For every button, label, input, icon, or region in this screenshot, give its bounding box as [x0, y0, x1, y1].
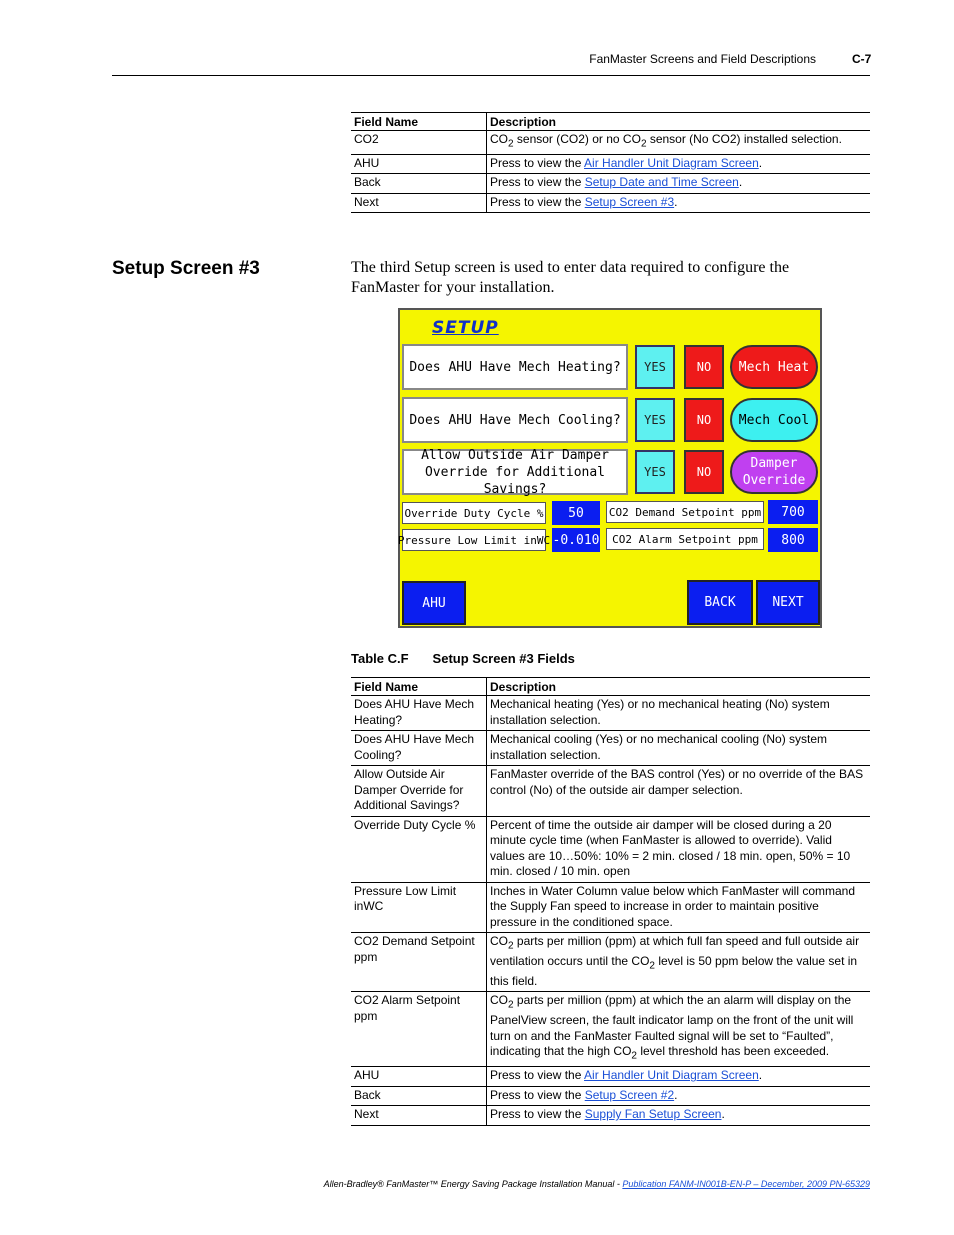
- mech-cooling-question: Does AHU Have Mech Cooling?: [402, 397, 628, 443]
- setup-panel-screenshot: [398, 308, 822, 628]
- field-name-cell: Next: [351, 1106, 487, 1126]
- column-header-description: Description: [487, 113, 871, 131]
- co2-alarm-setpoint-label: CO2 Alarm Setpoint ppm: [606, 528, 764, 550]
- field-name-cell: Next: [351, 193, 487, 213]
- damper-override-indicator: Damper Override: [730, 450, 818, 494]
- co2-demand-setpoint-value[interactable]: 700: [768, 500, 818, 524]
- header-divider: [112, 75, 870, 76]
- description-cell: $CO_2$ parts per million (ppm) at which full fan speed and full outside air ventilation occurs until the $CO_2$ level is 50 ppm below the value set in this field.: [487, 933, 871, 992]
- field-name-cell: CO2: [351, 131, 487, 155]
- field-name-cell: CO2 Alarm Setpoint ppm: [351, 992, 487, 1067]
- back-button[interactable]: BACK: [687, 580, 753, 625]
- field-name-cell: Pressure Low Limit inWC: [351, 882, 487, 933]
- table-row: [351, 131, 870, 155]
- column-header-description: Description: [487, 678, 871, 696]
- air-handler-link[interactable]: Air Handler Unit Diagram Screen: [584, 155, 759, 170]
- table-row: [351, 696, 870, 731]
- field-name-cell: Back: [351, 174, 487, 194]
- column-header-field-name: Field Name: [351, 678, 487, 696]
- section-heading: Setup Screen #3: [112, 258, 260, 279]
- table-row: [351, 1106, 870, 1126]
- table-row: [351, 154, 870, 174]
- table-caption: [351, 651, 575, 666]
- table-title: Setup Screen #3 Fields: [432, 651, 575, 666]
- mech-cooling-no-button[interactable]: NO: [684, 398, 724, 442]
- page-footer: [324, 1179, 870, 1189]
- mech-heat-indicator: Mech Heat: [730, 345, 818, 389]
- air-handler-link[interactable]: Air Handler Unit Diagram Screen: [584, 1068, 759, 1083]
- field-name-cell: AHU: [351, 1067, 487, 1087]
- column-header-field-name: Field Name: [351, 113, 487, 131]
- table-header-row: [351, 678, 870, 696]
- supply-fan-setup-link[interactable]: Supply Fan Setup Screen: [584, 1107, 722, 1122]
- publication-link[interactable]: Publication FANM-IN001B-EN-P – December, 2009 PN-65329: [622, 1179, 870, 1189]
- setup-screen-3-fields-table: [351, 677, 870, 1126]
- description-cell: Press to view the Setup Screen #2.: [487, 1086, 871, 1106]
- table-row: [351, 193, 870, 213]
- description-cell: Press to view the Air Handler Unit Diagram Screen.: [487, 154, 871, 174]
- mech-heating-no-button[interactable]: NO: [684, 345, 724, 389]
- field-name-cell: AHU: [351, 154, 487, 174]
- co2-alarm-setpoint-value[interactable]: 800: [768, 528, 818, 552]
- intro-paragraph: The third Setup screen is used to enter data required to configure the FanMaster for your installation.: [351, 259, 790, 296]
- setup-screen-3-link[interactable]: Setup Screen #3: [584, 194, 675, 209]
- table-row: [351, 992, 870, 1067]
- table-row: [351, 933, 870, 992]
- table-row: [351, 1086, 870, 1106]
- override-duty-cycle-value[interactable]: 50: [552, 501, 600, 525]
- next-button[interactable]: NEXT: [756, 580, 820, 625]
- field-name-cell: Does AHU Have Mech Heating?: [351, 696, 487, 731]
- mech-heating-yes-button[interactable]: YES: [635, 345, 675, 389]
- table-header-row: [351, 113, 870, 131]
- table-row: [351, 816, 870, 882]
- table-row: [351, 766, 870, 817]
- description-cell: Press to view the Setup Screen #3.: [487, 193, 871, 213]
- field-name-cell: Does AHU Have Mech Cooling?: [351, 731, 487, 766]
- footer-text: Allen-Bradley® FanMaster™ Energy Saving Package Installation Manual -: [323, 1179, 623, 1189]
- table-row: [351, 731, 870, 766]
- description-cell: Mechanical cooling (Yes) or no mechanical cooling (No) system installation selection.: [487, 731, 871, 766]
- table-row: [351, 1067, 870, 1087]
- description-cell: Press to view the Setup Date and Time Screen.: [487, 174, 871, 194]
- override-duty-cycle-label: Override Duty Cycle %: [402, 502, 546, 524]
- mech-heating-question: Does AHU Have Mech Heating?: [402, 344, 628, 390]
- description-cell: $CO_2$ parts per million (ppm) at which the an alarm will display on the PanelView screen, the fault indicator lamp on the front of the unit will turn on and the FanMaster Faulted signal will be set to “Faulted”, indicating that the high $CO_2$ level threshold has been exceeded.: [487, 992, 871, 1067]
- description-cell: Press to view the Air Handler Unit Diagram Screen.: [487, 1067, 871, 1087]
- field-name-cell: CO2 Demand Setpoint ppm: [351, 933, 487, 992]
- co2-demand-setpoint-label: CO2 Demand Setpoint ppm: [606, 501, 764, 523]
- description-cell: $CO_2$ sensor (CO2) or no $CO_2$ sensor (No CO2) installed selection.: [487, 131, 871, 155]
- table-row: [351, 882, 870, 933]
- field-name-cell: Allow Outside Air Damper Override for Additional Savings?: [351, 766, 487, 817]
- mech-cool-indicator: Mech Cool: [730, 398, 818, 442]
- description-cell: Inches in Water Column value below which FanMaster will command the Supply Fan speed to increase in order to maintain positive pressure in the conditioned space.: [487, 882, 871, 933]
- panel-title: SETUP: [432, 318, 499, 338]
- damper-override-question: Allow Outside Air Damper Override for Additional Savings?: [402, 449, 628, 495]
- page-number: C-7: [852, 52, 872, 66]
- description-cell: Press to view the Supply Fan Setup Screen.: [487, 1106, 871, 1126]
- pressure-low-limit-label: Pressure Low Limit inWC: [402, 529, 546, 551]
- fields-table-previous: [351, 112, 870, 213]
- description-cell: FanMaster override of the BAS control (Yes) or no override of the BAS control (No) of the outside air damper selection.: [487, 766, 871, 817]
- description-cell: Percent of time the outside air damper will be closed during a 20 minute cycle time (when FanMaster is allowed to override). Valid values are 10…50%: 10% = 2 min. closed / 18 min. open, 50% = 10 min. closed / 10 min. open: [487, 816, 871, 882]
- mech-cooling-yes-button[interactable]: YES: [635, 398, 675, 442]
- damper-override-yes-button[interactable]: YES: [635, 450, 675, 494]
- damper-override-no-button[interactable]: NO: [684, 450, 724, 494]
- field-name-cell: Override Duty Cycle %: [351, 816, 487, 882]
- pressure-low-limit-value[interactable]: -0.010: [552, 528, 600, 552]
- table-number: Table C.F: [351, 651, 409, 666]
- table-row: [351, 174, 870, 194]
- running-header-title: FanMaster Screens and Field Descriptions: [589, 52, 816, 66]
- setup-screen-2-link[interactable]: Setup Screen #2: [584, 1087, 675, 1102]
- ahu-button[interactable]: AHU: [402, 581, 466, 625]
- description-cell: Mechanical heating (Yes) or no mechanical heating (No) system installation selection.: [487, 696, 871, 731]
- setup-date-time-link[interactable]: Setup Date and Time Screen: [584, 175, 739, 190]
- field-name-cell: Back: [351, 1086, 487, 1106]
